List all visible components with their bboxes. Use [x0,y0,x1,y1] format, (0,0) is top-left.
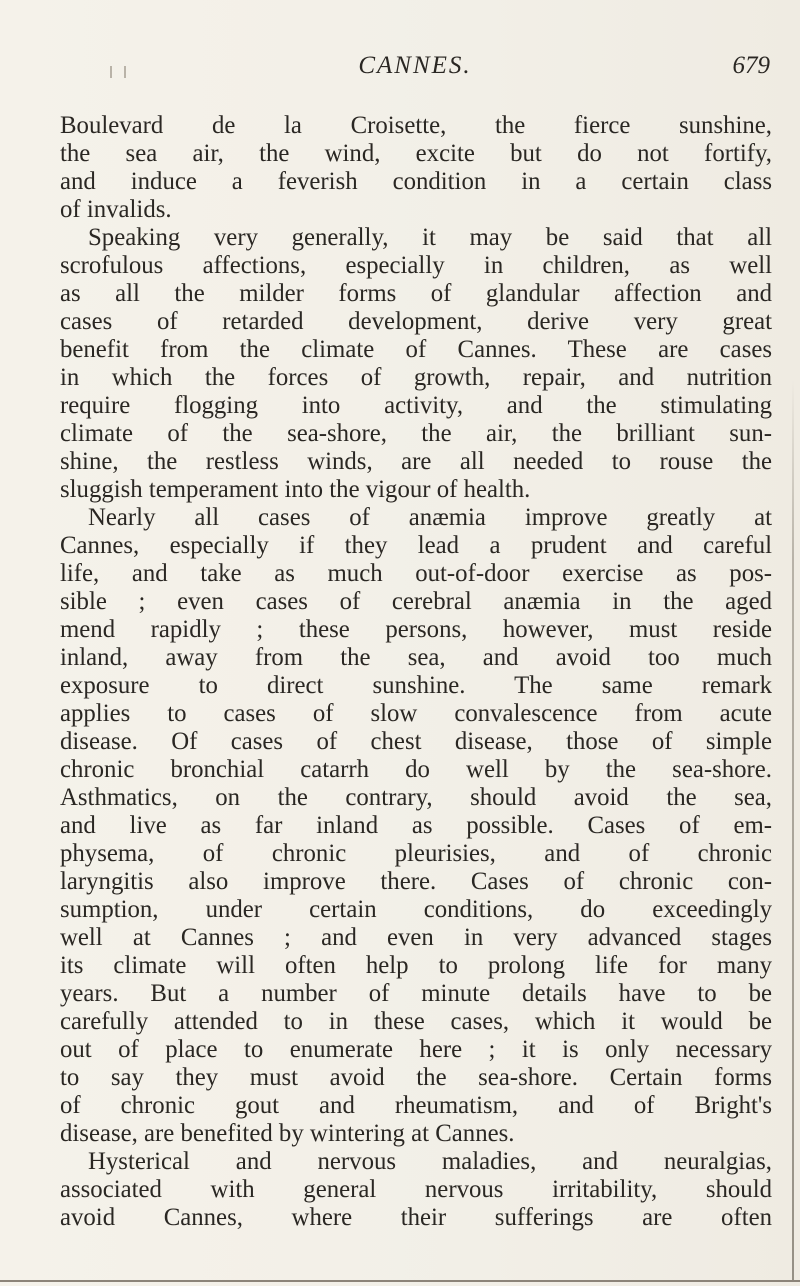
text-line: to say they must avoid the sea-shore. Certain forms [60,1064,772,1091]
page-number: 679 [732,52,770,79]
text-line: physema, of chronic pleurisies, and of chronic [60,840,772,867]
text-line: avoid Cannes, where their sufferings are often [60,1204,772,1231]
text-line: and induce a feverish condition in a certain class [60,168,772,195]
text-line: sumption, under certain conditions, do exceedingly [60,896,772,923]
text-line: cases of retarded development, derive very great [60,308,772,335]
text-line: require flogging into activity, and the stimulating [60,392,772,419]
text-line: well at Cannes ; and even in very advanced stages [60,924,772,951]
text-line: the sea air, the wind, excite but do not fortify, [60,140,772,167]
text-line: climate of the sea-shore, the air, the brilliant sun- [60,420,772,447]
text-line: exposure to direct sunshine. The same remark [60,672,772,699]
text-line: sluggish temperament into the vigour of health. [60,476,531,503]
text-line: Speaking very generally, it may be said that all [88,224,772,251]
text-line: as all the milder forms of glandular affection and [60,280,772,307]
page-bottom-edge [0,1280,800,1282]
text-line: Asthmatics, on the contrary, should avoid the sea, [60,784,772,811]
running-head: CANNES. [358,52,472,79]
page-edge-shadow [792,380,794,1280]
text-line: of invalids. [60,196,172,223]
text-line: and live as far inland as possible. Cases of em- [60,812,772,839]
text-line: of chronic gout and rheumatism, and of Bright's [60,1092,772,1119]
body-text [60,112,772,1232]
text-line: sible ; even cases of cerebral anæmia in the aged [60,588,772,615]
text-line: mend rapidly ; these persons, however, must reside [60,616,772,643]
text-line: Cannes, especially if they lead a prudent and careful [60,532,772,559]
text-line: shine, the restless winds, are all needed to rouse the [60,448,772,475]
text-line: inland, away from the sea, and avoid too much [60,644,772,671]
text-line: benefit from the climate of Cannes. These are cases [60,336,772,363]
text-line: carefully attended to in these cases, which it would be [60,1008,772,1035]
text-line: disease, are benefited by wintering at Cannes. [60,1120,515,1147]
text-line: chronic bronchial catarrh do well by the sea-shore. [60,756,772,783]
text-line: associated with general nervous irritability, should [60,1176,772,1203]
text-line: life, and take as much out-of-door exercise as pos- [60,560,772,587]
text-line: in which the forces of growth, repair, and nutrition [60,364,772,391]
text-line: out of place to enumerate here ; it is only necessary [60,1036,772,1063]
page-header [60,52,770,84]
text-line: scrofulous affections, especially in children, as well [60,252,772,279]
text-line: Nearly all cases of anæmia improve greatly at [88,504,772,531]
text-line: years. But a number of minute details have to be [60,980,772,1007]
text-line: Boulevard de la Croisette, the fierce sunshine, [60,112,772,139]
text-line: disease. Of cases of chest disease, those of simple [60,728,772,755]
text-line: applies to cases of slow convalescence from acute [60,700,772,727]
text-line: laryngitis also improve there. Cases of chronic con- [60,868,772,895]
text-line: Hysterical and nervous maladies, and neuralgias, [88,1148,772,1175]
text-line: its climate will often help to prolong life for many [60,952,772,979]
